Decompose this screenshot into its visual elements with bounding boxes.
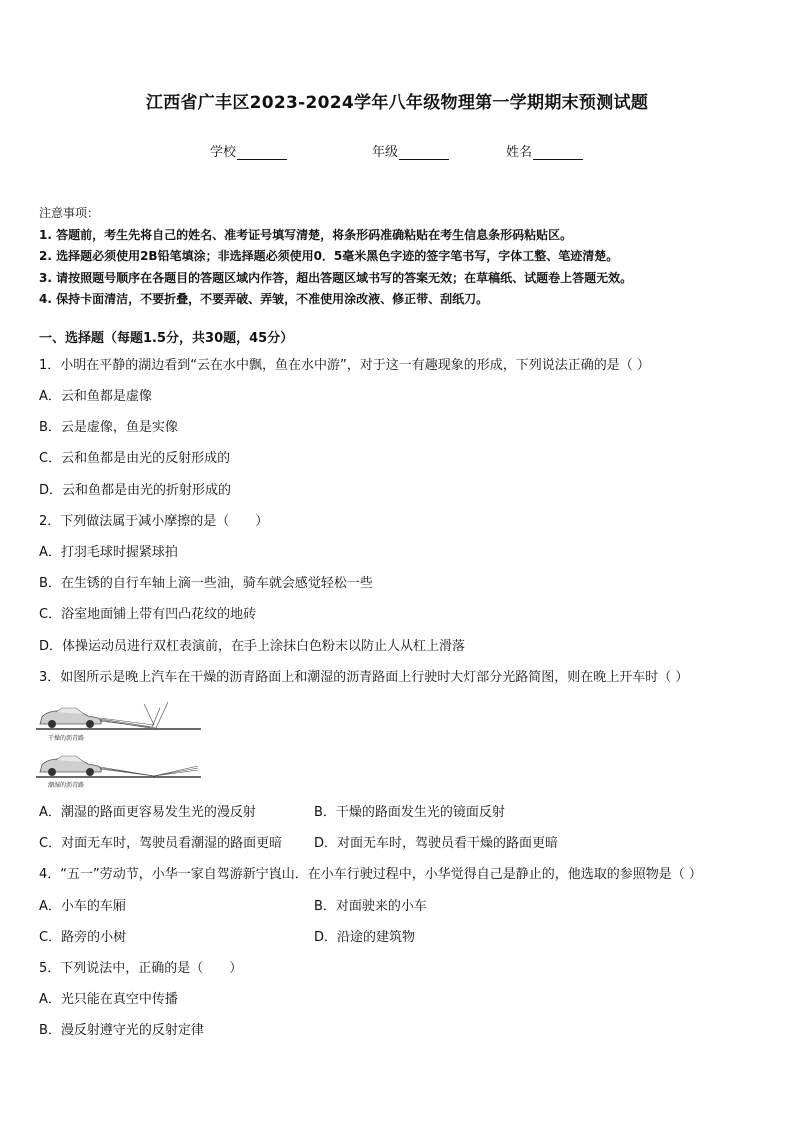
notice-item: 1. 答题前，考生先将自己的姓名、准考证号填写清楚，将条形码准确粘贴在考生信息条形码粘贴区。 (39, 227, 573, 242)
student-info-row (0, 141, 794, 159)
school-blank[interactable] (237, 146, 287, 160)
question-3-option-d[interactable]: D．对面无车时，驾驶员看干燥的路面更暗 (314, 836, 559, 851)
question-5-option-b[interactable]: B．漫反射遵守光的反射定律 (39, 1023, 204, 1038)
figure-dry-label: 干燥的沥青路 (48, 735, 85, 742)
name-blank[interactable] (533, 146, 583, 160)
question-4-stem: 4．“五一”劳动节，小华一家自驾游新宁崀山．在小车行驶过程中，小华觉得自己是静止的，他选取的参照物是（ ） (39, 867, 702, 882)
question-5-stem: 5．下列说法中，正确的是（ ） (39, 961, 243, 976)
question-4-option-c[interactable]: C．路旁的小树 (39, 930, 127, 945)
question-1-option-a[interactable]: A．云和鱼都是虚像 (39, 389, 152, 404)
question-1-option-d[interactable]: D．云和鱼都是由光的折射形成的 (39, 483, 232, 498)
school-label: 学校 (210, 145, 237, 160)
notice-heading: 注意事项： (39, 206, 100, 220)
question-3-option-a[interactable]: A．潮湿的路面更容易发生光的漫反射 (39, 805, 256, 820)
question-3-option-b[interactable]: B．干燥的路面发生光的镜面反射 (314, 805, 505, 820)
notice-item: 3. 请按照题号顺序在各题目的答题区域内作答，超出答题区域书写的答案无效；在草稿纸、试题卷上答题无效。 (39, 270, 633, 285)
page-title: 江西省广丰区2023-2024学年八年级物理第一学期期末预测试题 (145, 93, 649, 113)
question-4-option-d[interactable]: D．沿途的建筑物 (314, 930, 416, 945)
question-5-option-a[interactable]: A．光只能在真空中传播 (39, 992, 178, 1007)
question-3-stem: 3．如图所示是晚上汽车在干燥的沥青路面上和潮湿的沥青路面上行驶时大灯部分光路简图，则在晚上开车时（ ） (39, 670, 689, 685)
dry-road-figure (36, 702, 201, 742)
question-2-option-d[interactable]: D．体操运动员进行双杠表演前，在手上涂抹白色粉末以防止人从杠上滑落 (39, 639, 466, 654)
school-field[interactable] (210, 141, 287, 160)
question-1-option-c[interactable]: C．云和鱼都是由光的反射形成的 (39, 451, 231, 466)
headlight-diagram (36, 700, 206, 792)
question-1-stem: 1．小明在平静的湖边看到“云在水中飘，鱼在水中游”，对于这一有趣现象的形成，下列说法正确的是（ ） (39, 358, 650, 373)
grade-field[interactable] (372, 141, 449, 160)
grade-blank[interactable] (399, 146, 449, 160)
wet-road-figure (36, 756, 201, 789)
name-label: 姓名 (506, 145, 533, 160)
question-1-option-b[interactable]: B．云是虚像，鱼是实像 (39, 420, 178, 435)
notice-item: 2. 选择题必须使用2B铅笔填涂；非选择题必须使用0．5毫米黑色字迹的签字笔书写，字体工整、笔迹清楚。 (39, 249, 619, 263)
question-2-option-a[interactable]: A．打羽毛球时握紧球拍 (39, 545, 178, 560)
question-4-option-a[interactable]: A．小车的车厢 (39, 899, 126, 914)
notice-item: 4. 保持卡面清洁，不要折叠，不要弄破、弄皱，不准使用涂改液、修正带、刮纸刀。 (39, 292, 489, 306)
question-2-stem: 2．下列做法属于减小摩擦的是（ ） (39, 514, 269, 529)
notice-block (39, 203, 632, 311)
question-2-option-c[interactable]: C．浴室地面铺上带有凹凸花纹的地砖 (39, 607, 257, 622)
name-field[interactable] (506, 141, 583, 160)
section-heading: 一、选择题（每题1.5分，共30题，45分） (39, 331, 294, 346)
question-4-option-b[interactable]: B．对面驶来的小车 (314, 899, 427, 914)
question-3-option-c[interactable]: C．对面无车时，驾驶员看潮湿的路面更暗 (39, 836, 283, 851)
question-2-option-b[interactable]: B．在生锈的自行车轴上滴一些油，骑车就会感觉轻松一些 (39, 576, 373, 591)
figure-wet-label: 潮湿的沥青路 (48, 782, 85, 789)
grade-label: 年级 (372, 145, 399, 160)
